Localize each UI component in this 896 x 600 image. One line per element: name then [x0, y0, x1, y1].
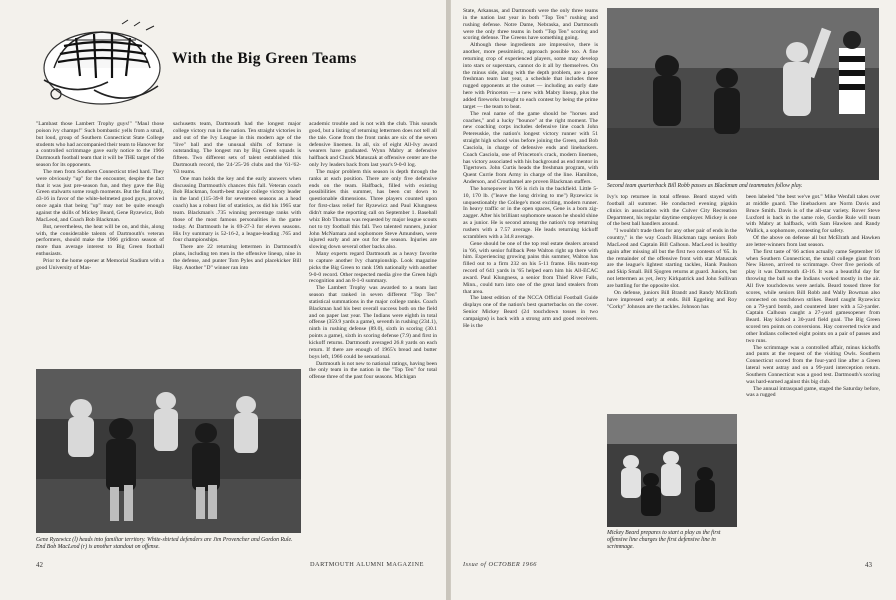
- paragraph: There are 22 returning lettermen in Dartmouth's plans, including ten men in the offensive lineup, nine in the defense, and punter Tom Pyles and placekicker Bill Hay. Another "D" winner ran into: [173, 244, 301, 271]
- photo-ryzewicz-run: [36, 369, 301, 533]
- paragraph: The major problem this season is depth through the ranks at each position. There are only five defensive ends on the team. Halfback, filled with existing possibilities this summer, has been cut down to questionable dimensions. Three players counted upon for first-class relief for Ryzewicz and Paul Klungness didn't make the reporting call on September 1. Baseball whiz Bob Thomas was requested by major league scouts not to try football this fall. Two talented runners, junior John McNamara and sophomore Steve Amundsen, were injured early and are out for the season. Injuries are slowing down several other backs also.: [309, 168, 437, 251]
- paragraph: One man holds the key and the early answers when discussing Dartmouth's chances this fall. Veteran coach Bob Blackman, fourth-best major college victory leader in the land (115-39-8 for seventeen seasons as a head coach) has a robust list of statistics, as did his 1965 star team. Blackman's .735 winning percentage ranks with those of the most famous personalities in the game today. At Dartmouth he is 69-27-3 for eleven seasons. His Ivy summary is 52-16-2, a league-leading .765 and four championships.: [173, 175, 301, 244]
- football-helmet-illustration: [36, 16, 166, 111]
- paragraph: The scrimmage was a controlled affair, minus kickoffs and punts at the request of the visiting Owls. Southern Connecticut scored from the four-yard line after a Green lateral went astray and on a 99-yard interception return. Southern Connecticut was a good test. Dartmouth's scoring was hard-earned against this big club.: [746, 344, 880, 385]
- paragraph: Of the above on defense all but McElrath and Hawken are letter-winners from last season.: [746, 235, 880, 248]
- right-column-1: [463, 8, 598, 558]
- left-column-1: [36, 121, 164, 365]
- issue-date-footer: Issue of OCTOBER 1966: [463, 561, 537, 568]
- paragraph: The men from Southern Connecticut tried hard. They were obviously "up" for the encounter, despite the fact that it was just pre-season fun, and they gave the Big Green stalwarts some rough moments. But the final tally, 43-16 in favor of the white-helmeted good guys, proved once again that being "up" may not be quite enough against the skills of Mickey Beard, Gene Ryzewicz, Bob MacLeod, and Coach Bob Blackman.: [36, 168, 164, 223]
- photo-caption: Gene Ryzewicz (l) heads into familiar territory. White-shirted defenders are Jim Provencher and Gordon Rule. End Bob MacLeod (r) is another standout on offense.: [36, 537, 293, 550]
- photo-robb-passing: [607, 8, 879, 180]
- paragraph: been labeled "the best we've got." Mike Wenfall takes over at middle guard. The linebackers are Norm Davis and Bruce Smith. Davis is of the all-star variety. Rover Steve Luxford is back in the same role, Gordie Rule will team with Mabry at halfback, with Sam Hawken and Randy Wallick, a sophomore, contesting for safety.: [746, 194, 880, 235]
- paragraph: The annual intrasquad game, staged the Saturday before, was a rugged: [746, 385, 880, 399]
- paragraph: Dartmouth is not new to national ratings, having been the only team in the nation in the "Top Ten" for total offense three of the past four seasons. Michigan: [309, 360, 437, 381]
- magazine-name-footer: DARTMOUTH ALUMNI MAGAZINE: [310, 561, 424, 568]
- page-number-left: 42: [36, 561, 43, 569]
- paragraph: sachusetts team, Dartmouth had the longest major college victory run in the nation. Ten straight victories in and out of the Ivy League in this modern age of the "live" ball and the unusual shifts of fortune is outstanding. The longest run by Big Green squads is fifteen. Two different sets of talent established this Dartmouth record, the '24-'25-'26 clubs and the '61-'62-'63 teams.: [173, 121, 301, 175]
- photo-caption-bottom: Mickey Beard prepares to start a play as the first offensive line charges the first defensive line in scrimmage.: [607, 530, 721, 550]
- paragraph: "I wouldn't trade them for any other pair of ends in the country," is the way Coach Blackman tags seniors Bob MacLeod and Captain Bill Calhoun. MacLeod is healthy again after missing all but the first two contests of '65. In the remainder of the offensive front with star Matuszak are the league's lightest starting tackles, Hank Paulson and Skip Small. Bill Sjogren returns at guard. Juniors, but not lettermen as yet, Jerry Kirkpatrick and John Sullivan are battling for the opposite slot.: [607, 228, 737, 289]
- paragraph: The first taste of '66 action actually came September 16 when Southern Connecticut, the small college giant from New Haven, arrived to scrimmage. Over five periods of play it was Dartmouth 43-16. It was a beautiful day for throwing the ball so the Indians worked mostly in the air. All five touchdowns were aerials. Beard tossed three for scores, while seniors Bill Robb and Wally Bowman also connected on touchdown strikes. Beard caught Ryzewicz on a 79-yard bomb, and countered later with a 52-yarder. Captain Calhoun caught a 27-yard gamesopener from Beard. Hay kicked a 30-yard field goal. The Big Green scored ten points on conversions. Hay converted twice and other Indians collected eight points on a pair of passes and two runs.: [746, 248, 880, 344]
- paragraph: Prior to the home opener at Memorial Stadium with a good University of Mas-: [36, 257, 164, 271]
- right-column-3: [746, 194, 880, 558]
- photo-beard-scrimmage: [607, 414, 737, 527]
- paragraph: Gene should be one of the top real estate dealers around in '66, with senior fullback Pete Walton right up there with him. Experiencing growing pains this summer, Walton has filled out to a firm 232 on his 5-11 frame. His team-top record of 641 yards in '65 helped earn him his All-ECAC award. Paul Klungness, a senior from Thief River Falls, Minn., could turn into one of the great land stealers from that area.: [463, 240, 598, 295]
- paragraph: The real name of the game should be "horses and coaches," and a lucky "bounce" at the right moment. The new coaching corps includes defensive line coach John Petereuskie, the nation's longest victory runner with 51 straight high school wins before joining the Green, and Bob Casciola, in charge of defensive ends and linebackers. Coach Casciola, one of Princeton's crack, modern linemen, has victory associated with his background as end mentor in Tigertown. John Curtis heads the freshman program, with Quent Currie from Army in charge of the line. Hamilton, Anderson, and Crouthamel are proven Blackman staffers.: [463, 110, 598, 186]
- paragraph: State, Arkansas, and Dartmouth were the only three teams in the nation last year in both "Top Ten" rushing and rushing defense. Notre Dame, Nebraska, and Dartmouth were the only three teams in both "Top Ten" scoring and scoring defense. The Greens have something going.: [463, 8, 598, 42]
- left-page: [0, 0, 447, 600]
- paragraph: The Lambert Trophy was awarded to a team last season that ranked in seven different "Top Ten" statistical summations in the major college ranks. Coach Blackman had his best overall success both on the field and on paper last year. The Indians were eighth in total offense (359.9 yards a game), seventh in rushing (234.1), ninth in rushing defense (89.0), sixth in scoring (30.1 points a game), sixth in scoring defense (7.9) and first in kickoff returns. Dartmouth averaged 26.8 yards on each return. If there are enough of 1965's bread and butter boys left, 1966 could be sensational.: [309, 285, 437, 360]
- page-number-right: 43: [865, 561, 872, 569]
- paragraph: Ivy's top returnee in total offense. Beard stayed with football all summer. He conducted evening pigskin clinics in association with the Culver City Recreation Department, his regular daytime employer. Mickey is one of the best ball handlers around.: [607, 194, 737, 228]
- photo-caption-top: Second team quarterback Bill Robb passes as Blackman and teammates follow play.: [607, 183, 803, 189]
- right-column-2: [607, 194, 737, 410]
- paragraph: On defense, juniors Bill Brandt and Randy McElrath have impressed early at ends. Bill Eggeling and Roy "Corky" Johnson are the tackles. Johnson has: [607, 289, 737, 310]
- paragraph: academic trouble and is not with the club. This sounds good, but a listing of returning lettermen does not tell all the tale. Gone from the front ranks are six of the seven defensive linemen. In all, six of eight All-Ivy award wearers have graduated. Wynn Mabry at defensive halfback and Chuck Matuszak at offensive center are the only Ivy leaders back from last year's 9-0-0 log.: [309, 121, 437, 169]
- article-title: With the Big Green Teams: [172, 50, 357, 67]
- left-column-3: [309, 121, 437, 555]
- paragraph: Although these ingredients are impressive, there is another, more pessimistic, approach possible too. A fine returning crop of experienced players, some may develop into stars or superstars, cannot do it all by themselves. On the minus side, along with the depth problem, are a poor freshman team last year, a schedule that includes three rugged opponents at the outset — including an early date here with Princeton — a new with Mabry lineup, plus the added fireworks brought to each contest by being the prime target — the team to beat.: [463, 42, 598, 110]
- right-page: [450, 0, 896, 600]
- paragraph: The latest edition of the NCCA Official Football Guide displays one of the nation's best quarterbacks on the cover. Senior Mickey Beard (24 touchdown tosses in two campaigns) is back with a strong arm and good receivers. He is the: [463, 295, 598, 329]
- paragraph: "Lambast those Lambert Trophy guys!" "Maul those poison ivy champs!" Such bombastic yells from a small, but loud, group of Southern Connecticut State College students who had accompanied their team to Hanover for a controlled scrimmage gave early notice to the 1966 Dartmouth football team that it will be THE target of the season for its opponents.: [36, 121, 164, 169]
- paragraph: But, nevertheless, the heat will be on, and this, along with, the considerable talents of Dartmouth's veteran performers, should make the 1966 gridiron season of more than average interest to Big Green football enthusiasts.: [36, 223, 164, 258]
- paragraph: The horsepower in '66 is rich in the backfield. Little 5-10, 170 lb. ("leave the long driving to me") Ryzewicz is unquestionably the College's most exciting, modern runner. In heavy traffic or in the open spaces, Gene is a born zig-zagger. After his brilliant sophomore season he should shine as a junior. He is second among the nation's top returning rushers with a 7.57 average. He leads returning kickoff scramblers with a 34.8 average.: [463, 185, 598, 240]
- left-column-2: [173, 121, 301, 365]
- paragraph: Many experts regard Dartmouth as a heavy favorite to capture another Ivy championship. Look magazine picks the Big Green to rank 19th nationally with another 9-0-0 record. Other respected media give the Green high recognition and an 8-1-0 summary.: [309, 251, 437, 285]
